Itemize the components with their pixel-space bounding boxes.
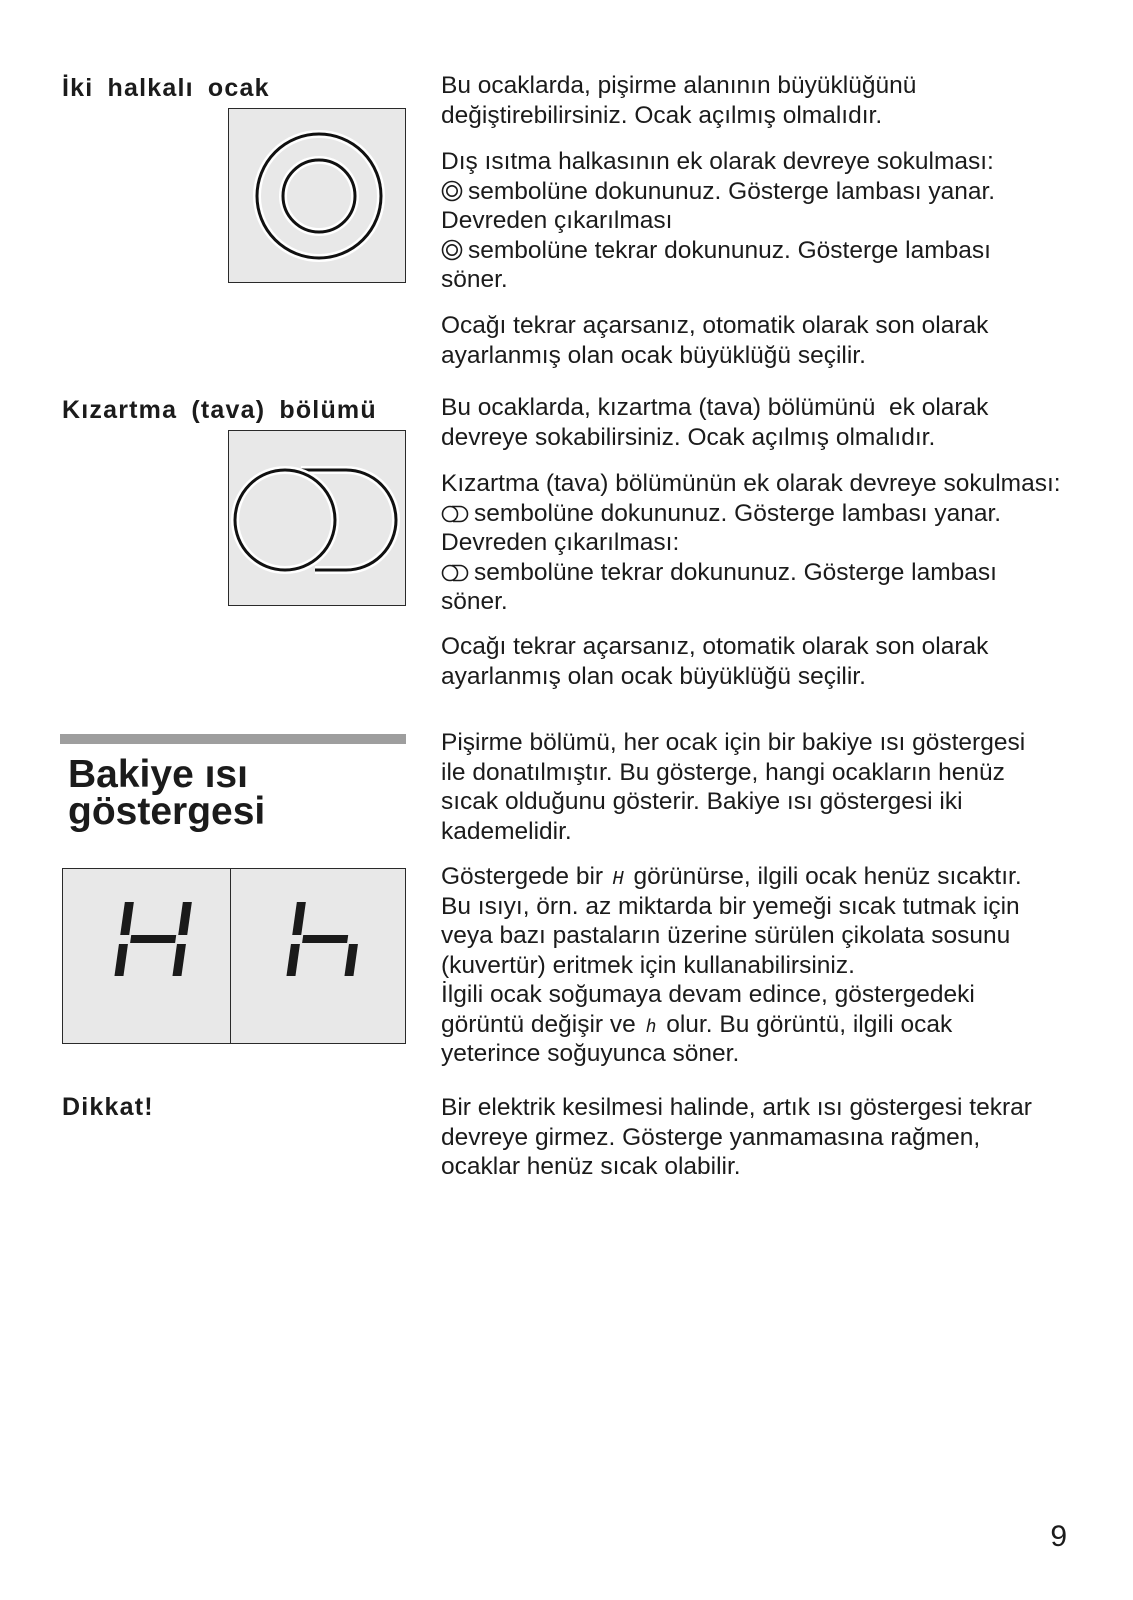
text-line: Pişirme bölümü, her ocak için bir bakiye ısı göstergesi xyxy=(441,729,1026,756)
text-line: sembolüne dokununuz. Gösterge lambası yanar. xyxy=(468,177,996,205)
display-segment-e xyxy=(286,944,299,976)
display-segment-b xyxy=(178,902,192,935)
display-segment-c xyxy=(344,944,357,976)
text-line: (kuvertür) eritmek için kullanabilirsiniz. xyxy=(441,951,855,979)
text-line: Ocağı tekrar açarsanız, otomatik olarak son olarak xyxy=(441,633,989,660)
text-fragment: görüntü değişir ve xyxy=(441,1010,636,1038)
dual-ring-intro xyxy=(441,71,916,130)
text-line-with-icon xyxy=(441,177,995,207)
roaster-zone-icon xyxy=(441,563,469,583)
text-line xyxy=(441,862,1022,892)
residual-heat-detail xyxy=(441,862,1022,1069)
text-line: söner. xyxy=(441,588,508,615)
double-ring-icon xyxy=(441,239,463,261)
text-line: Bu ısıyı, örn. az miktarda bir yemeği sıcak tutmak için xyxy=(441,892,1020,920)
hot-symbol: H xyxy=(612,868,624,889)
roaster-intro xyxy=(441,393,988,452)
text-line: devreye girmez. Gösterge yanmamasına rağmen, xyxy=(441,1123,981,1151)
text-line-with-icon xyxy=(441,499,1061,529)
display-panel-hot xyxy=(62,868,231,1044)
text-line: yeterince soğuyunca söner. xyxy=(441,1040,740,1067)
text-line: kademelidir. xyxy=(441,817,572,845)
text-line xyxy=(441,1010,1022,1040)
display-segment-g xyxy=(130,935,176,943)
text-line: ayarlanmış olan ocak büyüklüğü seçilir. xyxy=(441,341,866,369)
chapter-title xyxy=(68,753,266,833)
text-line-with-icon xyxy=(441,558,1061,588)
seven-segment-display xyxy=(63,869,232,1045)
text-fragment: olur. Bu görüntü, ilgili ocak xyxy=(666,1010,953,1038)
roaster-zone-icon xyxy=(441,504,469,524)
text-line: Devreden çıkarılması xyxy=(441,207,673,234)
caution-heading: Dikkat! xyxy=(62,1093,154,1121)
display-segment-f xyxy=(292,902,306,935)
chapter-title-line: göstergesi xyxy=(68,790,266,833)
dual-ring-steps xyxy=(441,147,995,295)
text-line: Kızartma (tava) bölümünün ek olarak devreye sokulması: xyxy=(441,470,1061,497)
chapter-title-line: Bakiye ısı xyxy=(68,753,248,796)
display-segment-g xyxy=(302,935,348,943)
roaster-zone-illustration xyxy=(228,430,406,606)
text-line: söner. xyxy=(441,266,508,293)
text-line: değiştirebilirsiniz. Ocak açılmış olmalıdır. xyxy=(441,101,883,129)
roaster-zone-icon xyxy=(229,431,407,607)
display-segment-e xyxy=(114,944,127,976)
text-fragment: görünürse, ilgili ocak henüz sıcaktır. xyxy=(633,863,1022,890)
text-line: veya bazı pastaların üzerine sürülen çikolata sosunu xyxy=(441,922,1011,949)
section-divider-bar xyxy=(60,734,406,744)
double-ring-icon xyxy=(441,180,463,202)
dual-ring-note xyxy=(441,311,988,370)
seven-segment-display xyxy=(231,869,407,1045)
text-line: ocaklar henüz sıcak olabilir. xyxy=(441,1153,741,1180)
text-line: sıcak olduğunu gösterir. Bakiye ısı göstergesi iki xyxy=(441,788,963,815)
text-line: ile donatılmıştır. Bu gösterge, hangi ocakların henüz xyxy=(441,758,1005,786)
display-segment-f xyxy=(120,902,134,935)
text-line: Bir elektrik kesilmesi halinde, artık ısı göstergesi tekrar xyxy=(441,1094,1032,1121)
section-heading-roaster: Kızartma (tava) bölümü xyxy=(62,396,377,424)
display-panel-warm xyxy=(230,868,406,1044)
text-line: sembolüne dokununuz. Gösterge lambası yanar. xyxy=(474,499,1002,527)
roaster-steps xyxy=(441,469,1061,617)
display-segment-c xyxy=(172,944,185,976)
dual-ring-zone-illustration xyxy=(228,108,406,283)
text-line: Dış ısıtma halkasının ek olarak devreye sokulması: xyxy=(441,148,994,175)
dual-ring-zone-icon xyxy=(229,109,407,284)
text-line: Ocağı tekrar açarsanız, otomatik olarak son olarak xyxy=(441,312,989,339)
roaster-note xyxy=(441,632,988,691)
text-line: Devreden çıkarılması: xyxy=(441,529,680,556)
text-line: devreye sokabilirsiniz. Ocak açılmış olmalıdır. xyxy=(441,423,936,451)
section-heading-dual-ring: İki halkalı ocak xyxy=(62,74,270,102)
text-line: Bu ocaklarda, pişirme alanının büyüklüğünü xyxy=(441,72,917,99)
caution-text xyxy=(441,1093,1032,1182)
text-fragment: Göstergede bir xyxy=(441,863,604,890)
warm-symbol: h xyxy=(645,1015,657,1037)
text-line: sembolüne tekrar dokununuz. Gösterge lambası xyxy=(474,558,997,586)
text-line: sembolüne tekrar dokununuz. Gösterge lambası xyxy=(468,236,991,264)
page-number: 9 xyxy=(1050,1520,1067,1553)
residual-heat-intro xyxy=(441,728,1025,846)
text-line: ayarlanmış olan ocak büyüklüğü seçilir. xyxy=(441,662,866,690)
text-line: İlgili ocak soğumaya devam edince, göstergedeki xyxy=(441,981,975,1008)
text-line-with-icon xyxy=(441,236,995,266)
text-line: Bu ocaklarda, kızartma (tava) bölümünü ek olarak xyxy=(441,394,989,421)
